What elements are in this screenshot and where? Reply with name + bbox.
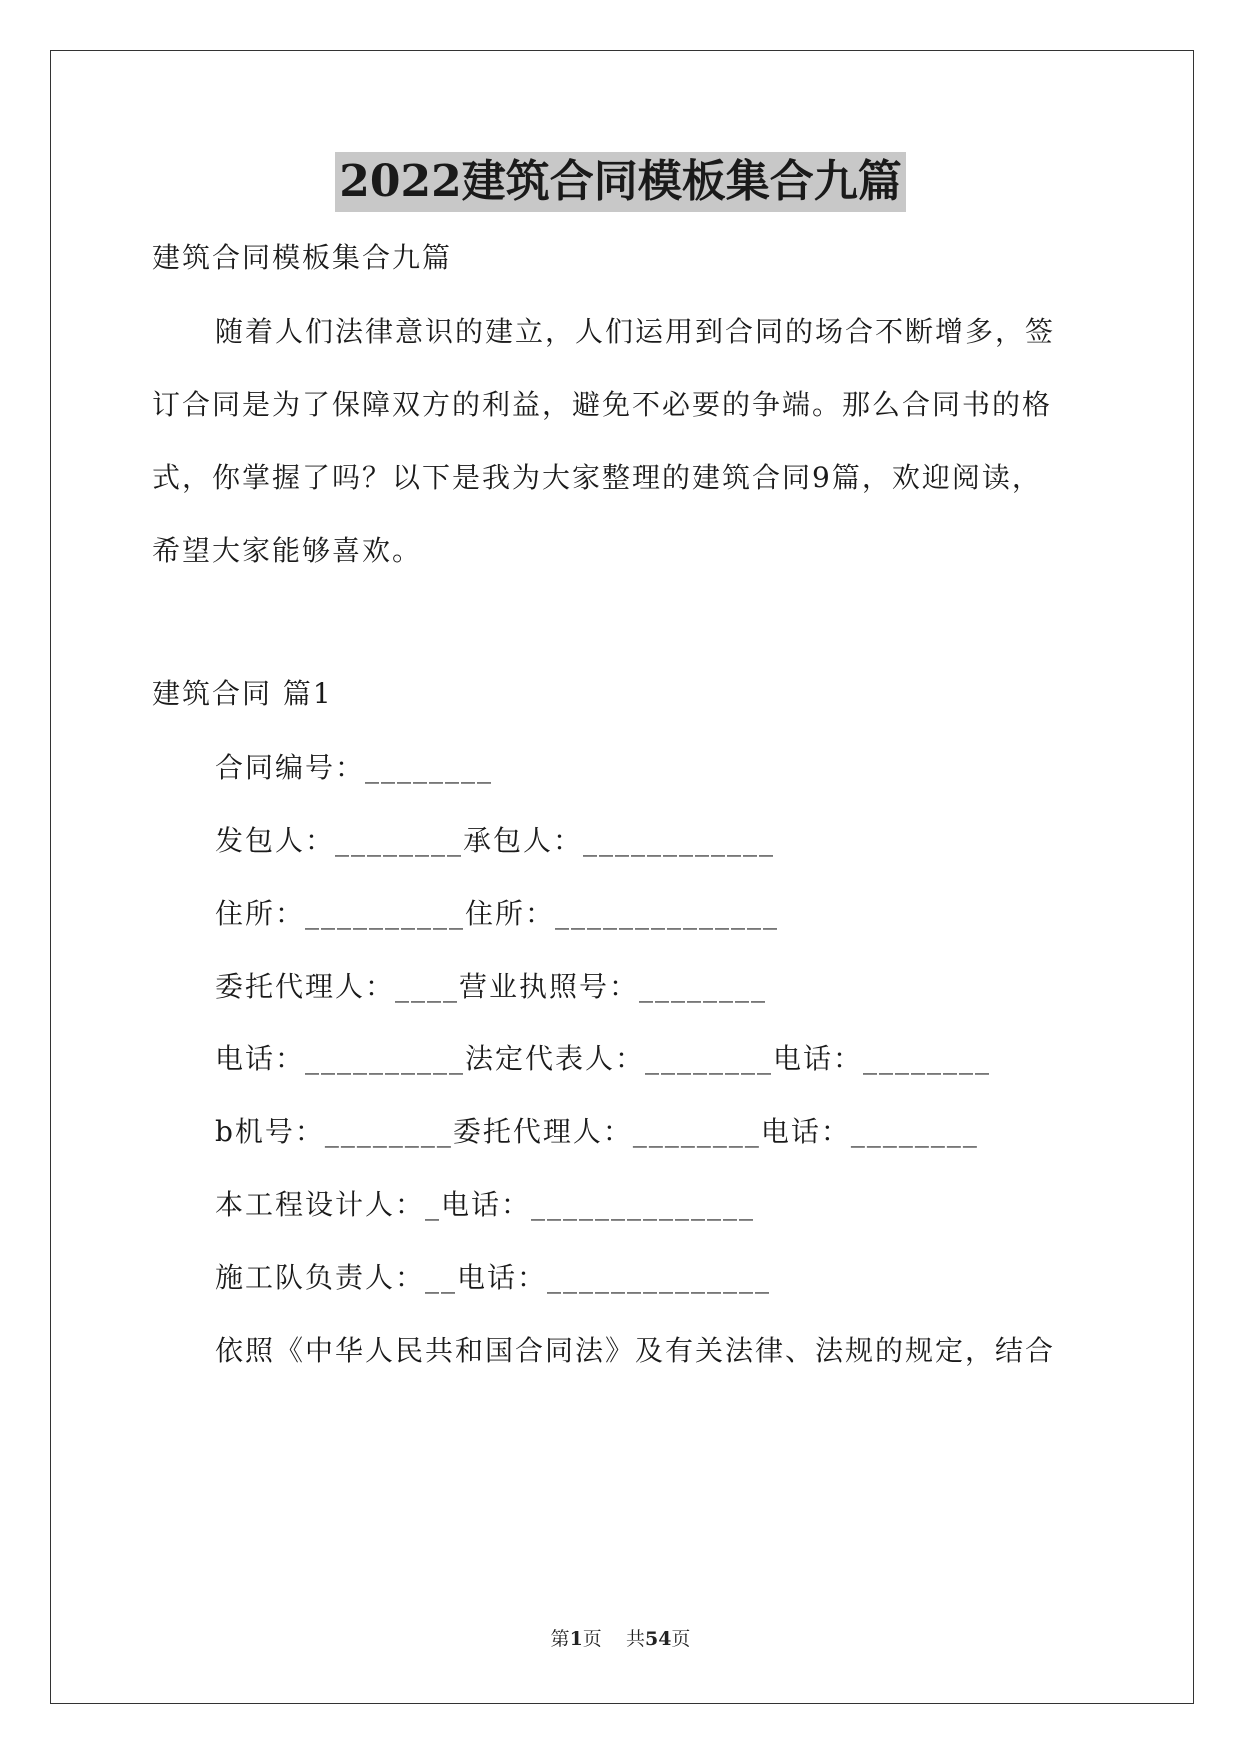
field-contract-number: 合同编号：________ [215,751,494,784]
footer-total-pages: 54 [644,1628,672,1650]
intro-line-4: 希望大家能够喜欢。 [152,534,423,567]
footer-suffix: 页 [671,1628,691,1650]
field-agent-license: 委托代理人：____营业执照号：________ [215,970,768,1003]
field-designer: 本工程设计人：_电话：______________ [215,1188,756,1221]
field-parties: 发包人：________承包人：____________ [215,824,776,857]
title-container [0,152,1241,212]
page-footer [0,1626,1241,1652]
intro-line-1: 随着人们法律意识的建立，人们运用到合同的场合不断增多，签 [215,315,1056,348]
field-phones-legal-rep: 电话：__________法定代表人：________电话：________ [215,1042,992,1075]
footer-page-number: 1 [569,1628,583,1650]
section-heading: 建筑合同 篇1 [152,677,333,710]
footer-prefix: 第 [550,1628,570,1650]
field-pager-agent: b机号：________委托代理人：________电话：________ [215,1115,979,1148]
field-team-lead: 施工队负责人：__电话：______________ [215,1261,772,1294]
intro-line-2: 订合同是为了保障双方的利益，避免不必要的争端。那么合同书的格 [152,388,1053,421]
page-border [50,50,1194,1704]
footer-middle: 页 共 [582,1628,645,1650]
closing-line: 依照《中华人民共和国合同法》及有关法律、法规的规定，结合 [215,1334,1056,1367]
intro-line-3: 式，你掌握了吗？以下是我为大家整理的建筑合同9篇，欢迎阅读， [152,461,1042,494]
document-subtitle: 建筑合同模板集合九篇 [152,241,453,274]
field-addresses: 住所：__________住所：______________ [215,897,780,930]
document-title: 2022建筑合同模板集合九篇 [335,152,905,212]
